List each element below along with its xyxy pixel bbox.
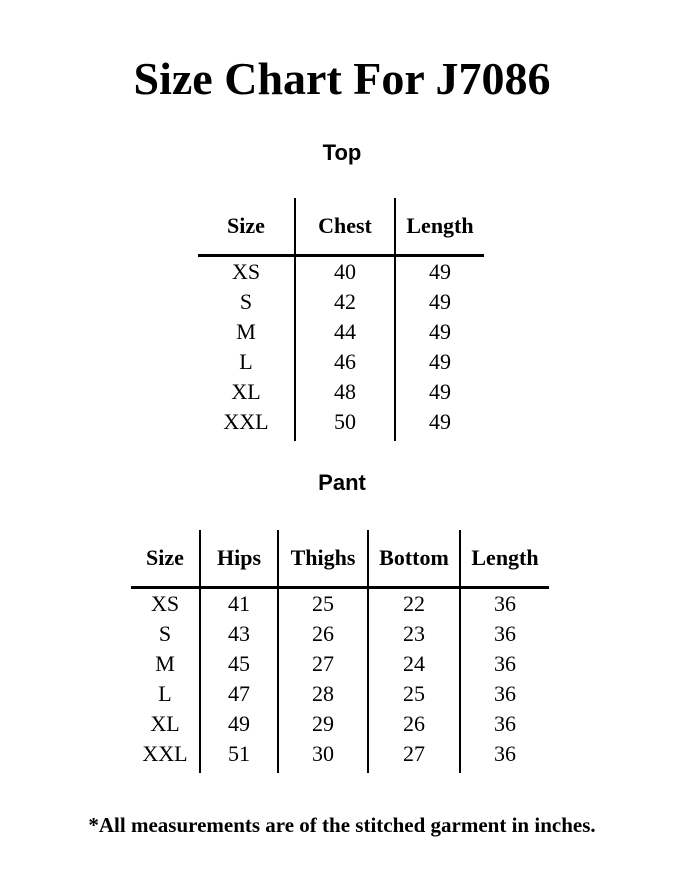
table-cell-bottom: 23: [368, 619, 460, 649]
table-cell-bottom: 24: [368, 649, 460, 679]
table-row: [131, 588, 549, 620]
table-row: [198, 317, 484, 347]
table-cell-size: L: [198, 347, 295, 377]
table-cell-bottom: 22: [368, 588, 460, 620]
table-cell-bottom: 27: [368, 739, 460, 773]
table-cell-size: L: [131, 679, 200, 709]
table-cell-chest: 40: [295, 256, 395, 288]
table-cell-length: 36: [494, 711, 516, 736]
table-cell-thighs: 30: [278, 739, 368, 773]
table-row: [131, 679, 549, 709]
table-cell-chest: 48: [295, 377, 395, 407]
table-cell-size: XXL: [198, 407, 295, 441]
table-cell-length: 36: [494, 621, 516, 646]
top-table-body: [198, 256, 484, 442]
table-cell-length: 36: [494, 681, 516, 706]
table-cell-hips: 41: [200, 588, 278, 620]
column-header-size: Size: [131, 530, 200, 588]
pant-section-title: Pant: [318, 470, 366, 495]
table-cell-hips: 47: [200, 679, 278, 709]
table-cell-thighs: 28: [278, 679, 368, 709]
table-cell-bottom: 25: [368, 679, 460, 709]
table-cell-hips: 51: [200, 739, 278, 773]
table-cell-size: XS: [131, 588, 200, 620]
table-cell-hips: 43: [200, 619, 278, 649]
table-row: [198, 347, 484, 377]
top-size-table: [198, 198, 484, 441]
table-cell-size: XS: [198, 256, 295, 288]
table-cell-hips: 45: [200, 649, 278, 679]
table-cell-length: 36: [494, 741, 516, 766]
table-cell-chest: 50: [295, 407, 395, 441]
table-cell-chest: 44: [295, 317, 395, 347]
table-cell-thighs: 25: [278, 588, 368, 620]
table-cell-thighs: 29: [278, 709, 368, 739]
table-cell-length: 49: [429, 319, 451, 344]
measurement-footnote: *All measurements are of the stitched garment in inches.: [88, 813, 596, 837]
table-row: [131, 649, 549, 679]
table-row: [198, 287, 484, 317]
table-cell-size: S: [198, 287, 295, 317]
pant-size-table: [131, 530, 549, 773]
top-section-title: Top: [322, 140, 362, 165]
table-cell-length: 49: [429, 349, 451, 374]
column-header-chest: Chest: [295, 198, 395, 256]
table-row: [131, 619, 549, 649]
table-cell-size: S: [131, 619, 200, 649]
table-row: [131, 709, 549, 739]
table-row: [131, 739, 549, 773]
table-cell-length: 36: [494, 651, 516, 676]
table-cell-length: 49: [429, 289, 451, 314]
table-cell-bottom: 26: [368, 709, 460, 739]
table-cell-length: 49: [429, 379, 451, 404]
table-cell-size: XXL: [131, 739, 200, 773]
page-title: Size Chart For J7086: [133, 53, 551, 104]
table-row: [198, 407, 484, 441]
column-header-size: Size: [198, 198, 295, 256]
column-header-hips: Hips: [200, 530, 278, 588]
column-header-thighs: Thighs: [278, 530, 368, 588]
pant-table-body: [131, 588, 549, 774]
table-cell-size: XL: [131, 709, 200, 739]
table-header-row: [198, 198, 484, 256]
table-cell-size: XL: [198, 377, 295, 407]
table-cell-size: M: [198, 317, 295, 347]
table-cell-length: 36: [494, 591, 516, 616]
table-row: [198, 256, 484, 288]
table-cell-thighs: 27: [278, 649, 368, 679]
table-cell-length: 49: [429, 409, 451, 434]
table-cell-size: M: [131, 649, 200, 679]
table-cell-chest: 46: [295, 347, 395, 377]
column-header-bottom: Bottom: [368, 530, 460, 588]
column-header-length: Length: [395, 198, 484, 256]
table-row: [198, 377, 484, 407]
table-cell-length: 49: [429, 259, 451, 284]
table-header-row: [131, 530, 549, 588]
table-cell-hips: 49: [200, 709, 278, 739]
table-cell-thighs: 26: [278, 619, 368, 649]
column-header-length: Length: [460, 530, 549, 588]
table-cell-chest: 42: [295, 287, 395, 317]
